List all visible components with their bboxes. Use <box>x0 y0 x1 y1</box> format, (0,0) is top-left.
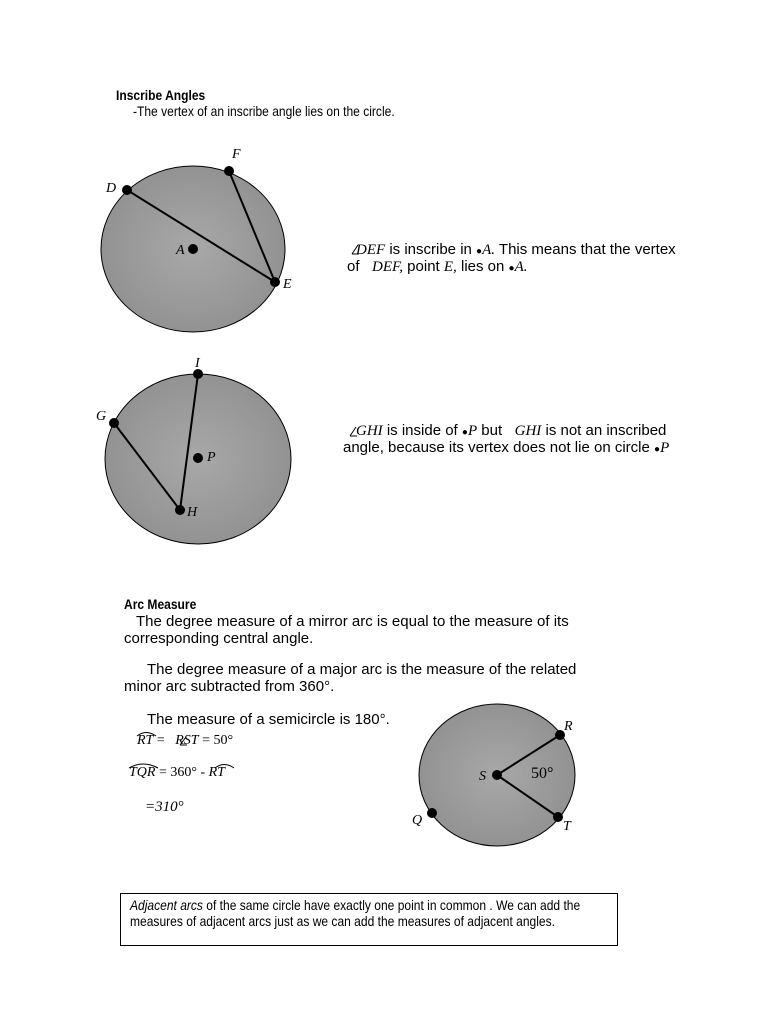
point-e <box>270 277 280 287</box>
text-fragment: = <box>153 733 169 748</box>
text-fragment: point <box>403 258 444 275</box>
text-fragment: is not an inscribed <box>541 422 667 439</box>
text-fragment: This means that the vertex <box>495 241 676 258</box>
label-i: I <box>195 356 200 371</box>
circle-dot-icon: ● <box>476 246 483 257</box>
circle-dot-icon: ● <box>654 444 661 455</box>
point-e-ref: E, <box>443 259 457 275</box>
point-q <box>427 808 437 818</box>
circle-p-diagram <box>96 356 291 544</box>
circle-a-diagram <box>101 147 292 332</box>
circle-p-ref: P <box>467 423 478 439</box>
text-fragment: is inside of <box>382 422 462 439</box>
angle-ghi: GHI <box>356 423 383 439</box>
arc-rule-3: The measure of a semicircle is 180°. <box>147 711 390 728</box>
arc-rule-1-line1: The degree measure of a mirror arc is equal to the measure of its <box>136 613 569 630</box>
not-inscribed-explanation-line1 <box>356 422 666 440</box>
label-a: A <box>176 243 185 258</box>
arc-rule-2-line1: The degree measure of a major arc is the measure of the related <box>147 661 577 678</box>
arc-rule-2-line2: minor arc subtracted from 360°. <box>124 678 335 695</box>
point-h <box>175 505 185 515</box>
inscribed-angle-explanation-line1 <box>356 241 676 259</box>
text-fragment: = 360° - <box>155 765 209 780</box>
section-title-arc-measure: Arc Measure <box>124 596 197 612</box>
equation-2 <box>129 765 225 781</box>
section-subtitle: -The vertex of an inscribe angle lies on the circle. <box>133 103 395 119</box>
circle-p-ref-2: P <box>660 440 670 456</box>
point-d <box>122 185 132 195</box>
angle-def-2: DEF, <box>372 259 404 275</box>
label-p: P <box>207 450 216 465</box>
point-t <box>553 812 563 822</box>
text-fragment: lies on <box>456 258 509 275</box>
text-fragment: but <box>477 422 507 439</box>
label-g: G <box>96 409 107 424</box>
label-f: F <box>232 147 241 162</box>
adjacent-arcs-note-text <box>130 897 612 929</box>
text-fragment: angle, because its vertex does not lie on circle <box>343 439 655 456</box>
label-s: S <box>479 769 486 784</box>
angle-rst: RST <box>175 733 199 748</box>
point-a <box>188 244 198 254</box>
angle-def: DEF <box>356 242 386 258</box>
arc-rt: RT <box>137 733 154 748</box>
point-p <box>193 453 203 463</box>
angle-label-50: 50° <box>531 765 554 782</box>
label-d: D <box>106 181 117 196</box>
circle-s-diagram <box>412 704 575 846</box>
text-fragment: = 50° <box>198 733 234 748</box>
inscribed-angle-explanation-line2 <box>347 258 527 276</box>
equation-1 <box>137 733 233 749</box>
text-fragment: of <box>347 258 360 275</box>
circle-a-ref: A. <box>482 242 496 258</box>
note-lead: Adjacent arcs <box>130 897 203 913</box>
label-r: R <box>564 719 573 734</box>
circle-dot-icon: ● <box>461 427 468 438</box>
note-rest: of the same circle have exactly one point in common . We can add the measures of adjacent arcs just as we can add the measures of adjacent angles. <box>130 897 581 929</box>
point-g <box>109 418 119 428</box>
label-e: E <box>283 277 292 292</box>
arc-tqr: TQR <box>129 765 156 780</box>
angle-ghi-2: GHI <box>514 423 542 439</box>
label-h: H <box>187 505 198 520</box>
equation-3: =310° <box>145 799 184 815</box>
not-inscribed-explanation-line2 <box>343 439 669 457</box>
text-fragment: is inscribe in <box>385 241 477 258</box>
point-s <box>492 770 502 780</box>
label-q: Q <box>412 813 423 828</box>
arc-rt-2: RT <box>208 765 225 780</box>
section-title-inscribe-angles: Inscribe Angles <box>116 87 206 103</box>
circle-dot-icon: ● <box>508 263 515 274</box>
point-f <box>224 166 234 176</box>
label-t: T <box>563 819 571 834</box>
arc-rule-1-line2: corresponding central angle. <box>124 630 314 647</box>
circle-a-ref-2: A. <box>514 259 528 275</box>
